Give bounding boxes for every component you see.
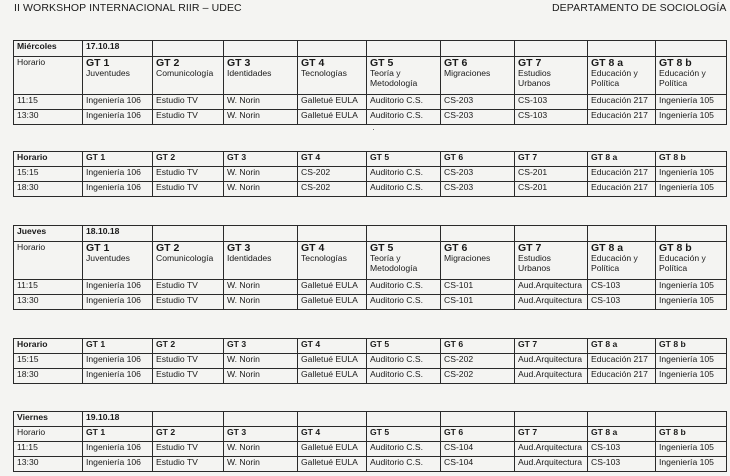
room-cell: CS-104 (441, 442, 515, 457)
gt-header: GT 4 Tecnologías (298, 57, 367, 95)
room-cell: W. Norin (224, 167, 298, 182)
gt-header: GT 5 (367, 427, 441, 442)
gt-header: GT 6 Migraciones (441, 242, 515, 280)
gt-header: GT 8 a (588, 152, 656, 167)
room-cell: Estudio TV (153, 182, 224, 197)
room-cell: Ingeniería 105 (656, 457, 727, 472)
room-cell: Estudio TV (153, 295, 224, 310)
gt-header: GT 8 b Educación y Política (656, 242, 727, 280)
group-header-row (14, 427, 727, 442)
group-header-row (14, 152, 727, 167)
room-cell: Aud.Arquitectura (515, 280, 588, 295)
room-cell: Auditorio C.S. (367, 295, 441, 310)
day-date: 17.10.18 (83, 41, 153, 57)
time-cell: 18:30 (14, 369, 83, 384)
gt-header: GT 8 a (588, 427, 656, 442)
room-cell: CS-201 (515, 182, 588, 197)
table-row (14, 167, 727, 182)
room-cell: Educación 217 (588, 110, 656, 125)
time-cell: 11:15 (14, 95, 83, 110)
room-cell: Ingeniería 105 (656, 110, 727, 125)
schedule-block-wed-morning (13, 40, 727, 125)
gt-header: GT 6 (441, 152, 515, 167)
gt-header: GT 8 a Educación y Política (588, 242, 656, 280)
room-cell: Ingeniería 106 (83, 369, 153, 384)
gt-header: GT 3 Identidades (224, 242, 298, 280)
workshop-title: II WORKSHOP INTERNACIONAL RIIR – UDEC (14, 2, 242, 14)
room-cell: Ingeniería 105 (656, 167, 727, 182)
time-cell: 15:15 (14, 354, 83, 369)
room-cell: Estudio TV (153, 95, 224, 110)
room-cell: Ingeniería 105 (656, 369, 727, 384)
gt-header: GT 7 (515, 427, 588, 442)
table-row (14, 95, 727, 110)
room-cell: Educación 217 (588, 354, 656, 369)
room-cell: Auditorio C.S. (367, 280, 441, 295)
room-cell: CS-103 (588, 280, 656, 295)
gt-header: GT 8 b Educación y Política (656, 57, 727, 95)
room-cell: Educación 217 (588, 369, 656, 384)
room-cell: Galletué EULA (298, 354, 367, 369)
time-cell: 11:15 (14, 442, 83, 457)
room-cell: W. Norin (224, 95, 298, 110)
room-cell: CS-203 (441, 110, 515, 125)
room-cell: CS-101 (441, 280, 515, 295)
horario-label: Horario (14, 427, 83, 442)
room-cell: W. Norin (224, 110, 298, 125)
room-cell: Ingeniería 105 (656, 442, 727, 457)
room-cell: CS-202 (441, 369, 515, 384)
gt-header: GT 2 Comunicología (153, 242, 224, 280)
room-cell: Ingeniería 105 (656, 295, 727, 310)
schedule-block-thu-afternoon (13, 338, 727, 384)
room-cell: Ingeniería 106 (83, 354, 153, 369)
schedule-block-wed-afternoon (13, 151, 727, 197)
table-row (14, 442, 727, 457)
gt-header: GT 8 b (656, 152, 727, 167)
gt-header: GT 1 (83, 339, 153, 354)
room-cell: Ingeniería 105 (656, 280, 727, 295)
room-cell: CS-103 (588, 442, 656, 457)
room-cell: Auditorio C.S. (367, 354, 441, 369)
room-cell: Ingeniería 106 (83, 442, 153, 457)
time-cell: 11:15 (14, 280, 83, 295)
horario-label: Horario (14, 242, 83, 280)
gt-header: GT 5 Teoría y Metodología (367, 242, 441, 280)
gt-header: GT 5 (367, 152, 441, 167)
room-cell: Auditorio C.S. (367, 369, 441, 384)
gt-header: GT 8 a (588, 339, 656, 354)
room-cell: Ingeniería 106 (83, 167, 153, 182)
table-row (14, 295, 727, 310)
day-name: Viernes (14, 412, 83, 427)
gt-header: GT 3 (224, 427, 298, 442)
table-row (14, 369, 727, 384)
time-cell: 13:30 (14, 295, 83, 310)
room-cell: Aud.Arquitectura (515, 295, 588, 310)
room-cell: Galletué EULA (298, 442, 367, 457)
room-cell: CS-203 (441, 182, 515, 197)
gt-header: GT 8 a Educación y Política (588, 57, 656, 95)
gt-header: GT 3 (224, 339, 298, 354)
room-cell: Auditorio C.S. (367, 110, 441, 125)
gt-header: GT 2 (153, 152, 224, 167)
table-row (14, 457, 727, 472)
gt-header: GT 7 Estudios Urbanos (515, 242, 588, 280)
time-cell: 13:30 (14, 457, 83, 472)
table-row (14, 110, 727, 125)
gt-header: GT 3 (224, 152, 298, 167)
day-row (14, 412, 727, 427)
gt-header: GT 4 (298, 152, 367, 167)
gt-header: GT 4 Tecnologías (298, 242, 367, 280)
room-cell: CS-101 (441, 295, 515, 310)
room-cell: Educación 217 (588, 95, 656, 110)
gt-header: GT 1 (83, 152, 153, 167)
room-cell: Ingeniería 105 (656, 182, 727, 197)
room-cell: Estudio TV (153, 369, 224, 384)
scan-mark: · (372, 124, 375, 134)
room-cell: CS-203 (441, 167, 515, 182)
room-cell: CS-202 (298, 182, 367, 197)
gt-header: GT 6 (441, 427, 515, 442)
gt-header: GT 1 Juventudes (83, 57, 153, 95)
room-cell: W. Norin (224, 457, 298, 472)
gt-header: GT 2 Comunicología (153, 57, 224, 95)
day-row (14, 41, 727, 57)
gt-header: GT 5 (367, 339, 441, 354)
room-cell: W. Norin (224, 442, 298, 457)
day-row (14, 226, 727, 242)
room-cell: Auditorio C.S. (367, 442, 441, 457)
room-cell: Ingeniería 106 (83, 182, 153, 197)
horario-label: Horario (14, 57, 83, 95)
room-cell: Galletué EULA (298, 295, 367, 310)
room-cell: Estudio TV (153, 280, 224, 295)
room-cell: CS-103 (515, 95, 588, 110)
room-cell: Ingeniería 106 (83, 457, 153, 472)
group-header-row (14, 339, 727, 354)
room-cell: CS-201 (515, 167, 588, 182)
room-cell: Ingeniería 106 (83, 95, 153, 110)
schedule-block-thu-morning (13, 225, 727, 310)
room-cell: CS-202 (298, 167, 367, 182)
room-cell: CS-103 (588, 457, 656, 472)
day-name: Jueves (14, 226, 83, 242)
day-date: 19.10.18 (83, 412, 153, 427)
room-cell: CS-103 (515, 110, 588, 125)
room-cell: Educación 217 (588, 182, 656, 197)
room-cell: CS-202 (441, 354, 515, 369)
room-cell: Auditorio C.S. (367, 167, 441, 182)
gt-header: GT 1 Juventudes (83, 242, 153, 280)
room-cell: Estudio TV (153, 110, 224, 125)
schedule-block-fri (13, 411, 727, 472)
gt-header: GT 1 (83, 427, 153, 442)
room-cell: Aud.Arquitectura (515, 457, 588, 472)
room-cell: Galletué EULA (298, 95, 367, 110)
gt-header: GT 7 (515, 152, 588, 167)
room-cell: Galletué EULA (298, 369, 367, 384)
gt-header: GT 7 (515, 339, 588, 354)
room-cell: Auditorio C.S. (367, 457, 441, 472)
room-cell: CS-203 (441, 95, 515, 110)
room-cell: Galletué EULA (298, 280, 367, 295)
gt-header: GT 8 b (656, 427, 727, 442)
room-cell: W. Norin (224, 295, 298, 310)
room-cell: Ingeniería 105 (656, 354, 727, 369)
room-cell: W. Norin (224, 354, 298, 369)
department-title: DEPARTAMENTO DE SOCIOLOGÍA (552, 2, 727, 14)
gt-header: GT 4 (298, 427, 367, 442)
room-cell: Educación 217 (588, 167, 656, 182)
room-cell: Estudio TV (153, 442, 224, 457)
room-cell: Ingeniería 106 (83, 280, 153, 295)
day-date: 18.10.18 (83, 226, 153, 242)
room-cell: Aud.Arquitectura (515, 354, 588, 369)
gt-header: GT 3 Identidades (224, 57, 298, 95)
gt-header: GT 2 (153, 427, 224, 442)
room-cell: W. Norin (224, 280, 298, 295)
gt-header: GT 5 Teoría y Metodología (367, 57, 441, 95)
room-cell: Aud.Arquitectura (515, 442, 588, 457)
time-cell: 13:30 (14, 110, 83, 125)
room-cell: Galletué EULA (298, 110, 367, 125)
gt-header: GT 2 (153, 339, 224, 354)
room-cell: Estudio TV (153, 457, 224, 472)
room-cell: Auditorio C.S. (367, 182, 441, 197)
room-cell: Estudio TV (153, 167, 224, 182)
room-cell: Ingeniería 106 (83, 110, 153, 125)
table-row (14, 182, 727, 197)
room-cell: CS-103 (588, 295, 656, 310)
group-header-row (14, 57, 727, 95)
table-row (14, 280, 727, 295)
gt-header: GT 6 Migraciones (441, 57, 515, 95)
room-cell: CS-104 (441, 457, 515, 472)
room-cell: W. Norin (224, 182, 298, 197)
room-cell: Auditorio C.S. (367, 95, 441, 110)
horario-label: Horario (14, 152, 83, 167)
room-cell: Galletué EULA (298, 457, 367, 472)
day-name: Miércoles (14, 41, 83, 57)
gt-header: GT 8 b (656, 339, 727, 354)
room-cell: Estudio TV (153, 354, 224, 369)
table-row (14, 354, 727, 369)
room-cell: Ingeniería 106 (83, 295, 153, 310)
gt-header: GT 6 (441, 339, 515, 354)
group-header-row (14, 242, 727, 280)
gt-header: GT 7 Estudios Urbanos (515, 57, 588, 95)
room-cell: W. Norin (224, 369, 298, 384)
time-cell: 18:30 (14, 182, 83, 197)
horario-label: Horario (14, 339, 83, 354)
gt-header: GT 4 (298, 339, 367, 354)
time-cell: 15:15 (14, 167, 83, 182)
room-cell: Aud.Arquitectura (515, 369, 588, 384)
room-cell: Ingeniería 105 (656, 95, 727, 110)
